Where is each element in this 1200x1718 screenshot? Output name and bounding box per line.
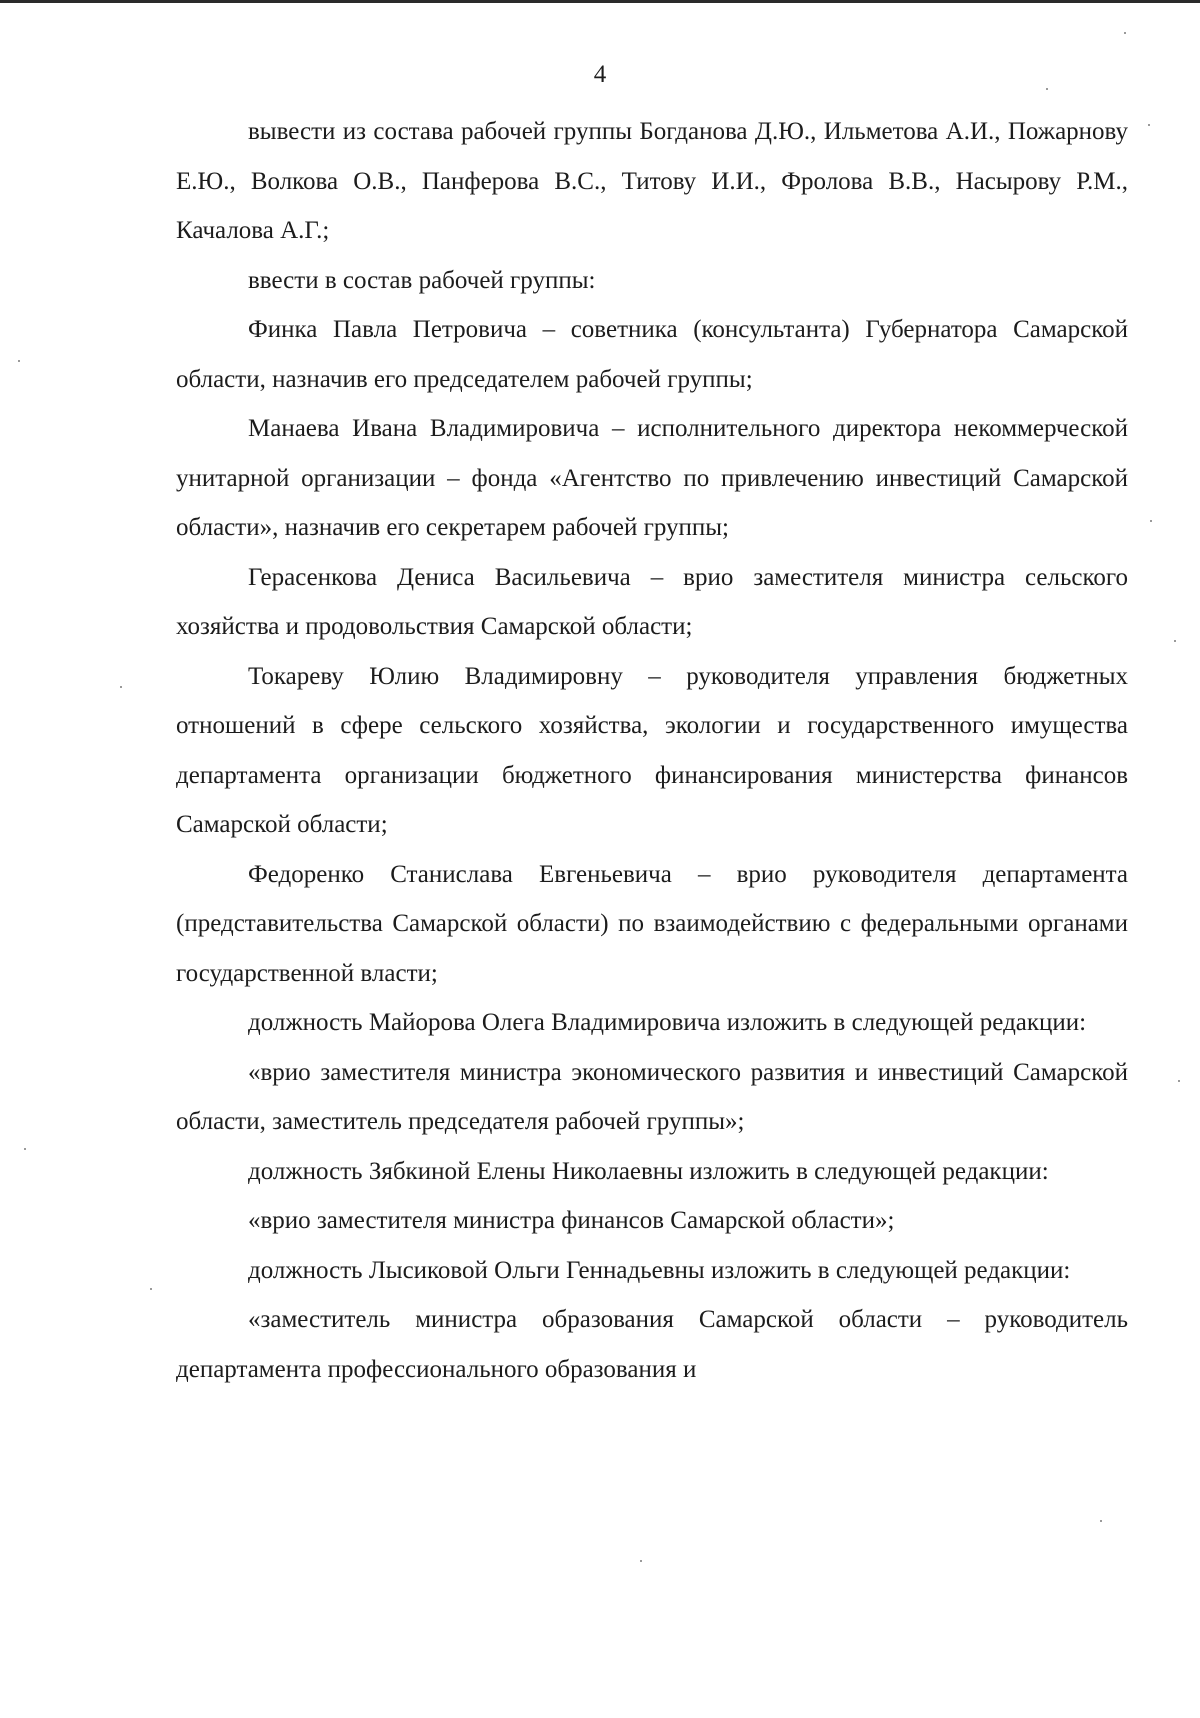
paragraph-gerasenkov: Герасенкова Дениса Васильевича – врио заместителя министра сельского хозяйства и продовольствия Самарской области; (176, 563, 1128, 640)
paragraph-zyabkina-position: должность Зябкиной Елены Николаевны изложить в следующей редакции: (248, 1157, 1049, 1185)
scan-speck (120, 686, 122, 688)
scan-speck (1046, 88, 1048, 90)
document-body (176, 107, 1128, 1394)
paragraph-add-members-intro: ввести в состав рабочей группы: (248, 266, 596, 294)
paragraph-lysikova-position: должность Лысиковой Ольги Геннадьевны изложить в следующей редакции: (248, 1256, 1071, 1284)
paragraph-tokareva: Токареву Юлию Владимировну – руководителя управления бюджетных отношений в сфере сельского хозяйства, экологии и государственного имущества департамента организации бюджетного финансирования министерства финансов Самарской области; (176, 662, 1128, 838)
scan-speck (18, 360, 20, 362)
scan-speck (1148, 124, 1150, 126)
scan-speck (1174, 640, 1176, 642)
paragraph-mayorov-new-title: «врио заместителя министра экономического развития и инвестиций Самарской области, заместитель председателя рабочей группы»; (176, 1058, 1128, 1135)
paragraph-zyabkina-new-title: «врио заместителя министра финансов Самарской области»; (248, 1207, 895, 1234)
paragraph-fedorenko: Федоренко Станислава Евгеньевича – врио руководителя департамента (представительства Самарской области) по взаимодействию с федеральными органами государственной власти; (176, 860, 1128, 987)
paragraph-lysikova-new-title: «заместитель министра образования Самарской области – руководитель департамента профессионального образования и (176, 1306, 1128, 1383)
scan-speck (1100, 1520, 1102, 1522)
scan-edge-line (0, 0, 1200, 3)
paragraph-manaev: Манаева Ивана Владимировича – исполнительного директора некоммерческой унитарной организации – фонда «Агентство по привлечению инвестиций Самарской области», назначив его секретарем рабочей группы; (176, 415, 1128, 541)
scan-speck (24, 1148, 26, 1150)
paragraph-remove-members: вывести из состава рабочей группы Богданова Д.Ю., Ильметова А.И., Пожарнову Е.Ю., Волкова О.В., Панферова В.С., Титову И.И., Фролова В.В., Насырову Р.М., Качалова А.Г.; (176, 118, 1128, 244)
scan-speck (1124, 32, 1126, 34)
page-number: 4 (593, 61, 607, 88)
scan-speck (1178, 1080, 1180, 1082)
scan-speck (1150, 520, 1152, 522)
scan-speck (150, 1288, 152, 1290)
paragraph-mayorov-position: должность Майорова Олега Владимировича изложить в следующей редакции: (248, 1009, 1087, 1036)
scan-speck (640, 1560, 642, 1562)
paragraph-fink: Финка Павла Петровича – советника (консультанта) Губернатора Самарской области, назначив его председателем рабочей группы; (176, 316, 1128, 393)
